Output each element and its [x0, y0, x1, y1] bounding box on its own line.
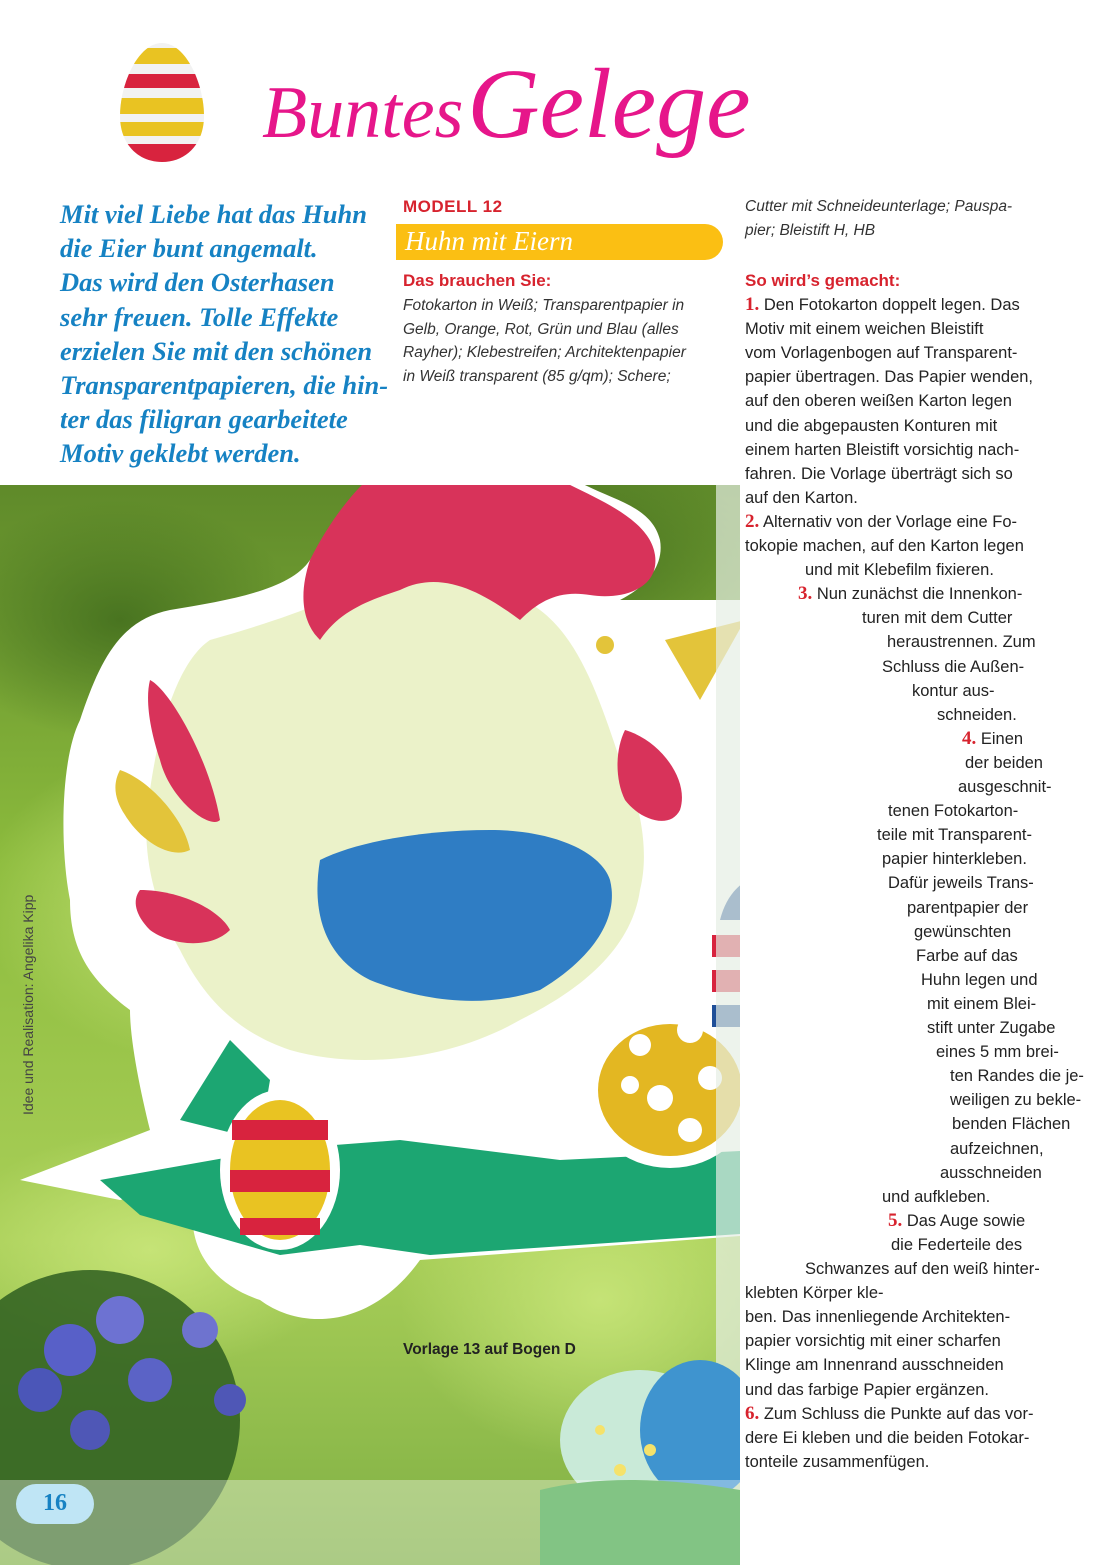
- instruction-text: Klinge am Innenrand ausschneiden: [745, 1356, 1004, 1375]
- instruction-text: Huhn legen und: [921, 970, 1038, 989]
- instruction-text: Motiv mit einem weichen Bleistift: [745, 320, 984, 339]
- intro-line: Mit viel Liebe hat das Huhn: [60, 199, 367, 229]
- instruction-text: Nun zunächst die Innenkon-: [816, 585, 1023, 604]
- intro-line: die Eier bunt angemalt.: [60, 233, 318, 264]
- instruction-line: [952, 1112, 1070, 1136]
- instruction-text: Schwanzes auf den weiß hinter-: [805, 1260, 1040, 1278]
- instruction-line: [745, 414, 997, 438]
- instruction-text: vom Vorlagenbogen auf Transparent-: [745, 344, 1018, 363]
- craft-photo: [0, 485, 740, 1565]
- instruction-text: einem harten Bleistift vorsichtig nach-: [745, 440, 1020, 459]
- instruction-line: [950, 1064, 1084, 1088]
- instruction-text: dere Ei kleben und die beiden Fotokar-: [745, 1428, 1030, 1447]
- instruction-line: [745, 486, 858, 510]
- instruction-text: und die abgepausten Konturen mit: [745, 416, 998, 435]
- intro-line: Motiv geklebt werden.: [60, 438, 301, 469]
- instruction-line: [940, 1161, 1042, 1185]
- instruction-line: [745, 1426, 1029, 1450]
- instruction-line: [745, 1450, 929, 1474]
- instruction-line: [891, 1233, 1022, 1257]
- instruction-text: Farbe auf das: [916, 946, 1018, 965]
- instructions-heading: So wird’s gemacht:: [745, 271, 901, 290]
- materials-line: Fotokarton in Weiß; Transparentpapier in: [403, 297, 685, 314]
- instruction-line: [958, 775, 1052, 799]
- instruction-line: [745, 1305, 1010, 1329]
- instruction-line: [914, 920, 1011, 944]
- instruction-line: [805, 558, 994, 582]
- instruction-line: [882, 1185, 990, 1209]
- instruction-text: aufzeichnen,: [950, 1139, 1044, 1158]
- instruction-text: Das Auge sowie: [906, 1211, 1026, 1230]
- instruction-text: teile mit Transparent-: [877, 826, 1032, 845]
- instruction-line: [745, 510, 1017, 534]
- instruction-line: [888, 871, 1034, 895]
- instruction-text: und das farbige Papier ergänzen.: [745, 1380, 990, 1399]
- instruction-text: Den Fotokarton doppelt legen. Das: [763, 296, 1020, 314]
- instruction-text: tonteile zusammenfügen.: [745, 1452, 930, 1471]
- instruction-line: [907, 896, 1028, 920]
- step-number: 6.: [745, 1402, 760, 1424]
- instruction-text: Schluss die Außen-: [882, 657, 1025, 676]
- instruction-line: [745, 1353, 1004, 1377]
- instruction-line: [745, 365, 1033, 389]
- instruction-line: [745, 317, 983, 341]
- materials-line: Gelb, Orange, Rot, Grün und Blau (alles: [403, 320, 679, 338]
- step-number: 4.: [962, 727, 977, 749]
- instruction-text: ausgeschnit-: [958, 778, 1052, 796]
- title-word-2: Gelege: [467, 48, 751, 159]
- instruction-text: auf den oberen weißen Karton legen: [745, 392, 1012, 411]
- instruction-line: [927, 1016, 1055, 1040]
- instruction-line: [798, 582, 1022, 606]
- intro-line: erzielen Sie mit den schönen: [60, 335, 373, 366]
- instruction-line: [927, 992, 1036, 1016]
- instruction-text: tokopie machen, auf den Karton legen: [745, 537, 1024, 555]
- instruction-line: [936, 1040, 1059, 1064]
- instruction-text: weiligen zu bekle-: [950, 1091, 1082, 1110]
- intro-line: Transparentpapieren, die hin-: [60, 370, 389, 401]
- credit-text: Idee und Realisation: Angelika Kipp: [20, 894, 36, 1115]
- instruction-line: [912, 679, 995, 703]
- instruction-text: heraustrennen. Zum: [887, 633, 1036, 652]
- step-number: 1.: [745, 294, 760, 315]
- instruction-text: papier vorsichtig mit einer scharfen: [745, 1332, 1001, 1351]
- instruction-text: Alternativ von der Vorlage eine Fo-: [762, 512, 1017, 531]
- step-number: 3.: [798, 583, 813, 605]
- instruction-line: [745, 1402, 1033, 1426]
- instruction-line: [965, 751, 1043, 775]
- instruction-line: [745, 1329, 1001, 1353]
- instruction-text: ausschneiden: [940, 1163, 1042, 1182]
- materials-heading: Das brauchen Sie:: [403, 271, 552, 290]
- instruction-text: eines 5 mm brei-: [936, 1043, 1059, 1062]
- instruction-text: Dafür jeweils Trans-: [888, 874, 1034, 893]
- instruction-text: tenen Fotokarton-: [888, 802, 1019, 821]
- instruction-line: [745, 438, 1019, 462]
- instruction-line: [916, 944, 1018, 968]
- striped-egg-icon: [112, 40, 212, 166]
- step-number: 2.: [745, 510, 760, 532]
- instruction-text: parentpapier der: [907, 898, 1029, 917]
- instruction-text: stift unter Zugabe: [927, 1019, 1056, 1037]
- instruction-line: [882, 655, 1024, 679]
- instruction-text: klebten Körper kle-: [745, 1284, 884, 1303]
- instruction-line: [745, 534, 1024, 558]
- instruction-line: [937, 703, 1017, 727]
- step-number: 5.: [888, 1209, 903, 1231]
- intro-line: sehr freuen. Tolle Effekte: [60, 301, 339, 332]
- modell-name: Huhn mit Eiern: [405, 226, 573, 256]
- page-title: [262, 48, 751, 159]
- instruction-text: auf den Karton.: [745, 488, 858, 507]
- instruction-text: Zum Schluss die Punkte auf das vor-: [763, 1404, 1034, 1423]
- instruction-line: [862, 606, 1012, 630]
- instruction-text: gewünschten: [914, 922, 1012, 941]
- instruction-line: [745, 293, 1020, 317]
- instruction-line: [745, 462, 1013, 486]
- template-note: Vorlage 13 auf Bogen D: [403, 1341, 576, 1358]
- instruction-text: ten Randes die je-: [950, 1067, 1084, 1086]
- instruction-line: [962, 727, 1023, 751]
- instruction-line: [745, 1281, 884, 1305]
- instruction-text: die Federteile des: [891, 1235, 1023, 1254]
- materials-list-continued: [745, 195, 1012, 242]
- instruction-line: [888, 1209, 1025, 1233]
- page-number: 16: [43, 1490, 67, 1516]
- instruction-text: turen mit dem Cutter: [862, 609, 1013, 628]
- instruction-line: [745, 1378, 989, 1402]
- instruction-line: [882, 847, 1027, 871]
- page-number-badge: [16, 1484, 94, 1524]
- instruction-text: fahren. Die Vorlage überträgt sich so: [745, 464, 1013, 483]
- instruction-text: papier übertragen. Das Papier wenden,: [745, 368, 1034, 387]
- instruction-text: der beiden: [965, 753, 1043, 772]
- instruction-text: und mit Klebefilm fixieren.: [805, 561, 994, 580]
- intro-line: ter das filigran gearbeitete: [60, 404, 348, 435]
- materials-line: pier; Bleistift H, HB: [745, 221, 876, 239]
- modell-name-bar: [396, 224, 723, 260]
- instruction-text: schneiden.: [937, 705, 1017, 724]
- instruction-line: [950, 1088, 1081, 1112]
- instruction-text: und aufkleben.: [882, 1187, 991, 1206]
- materials-line: Rayher); Klebestreifen; Architektenpapier: [403, 344, 686, 361]
- instruction-line: [921, 968, 1038, 992]
- instruction-text: mit einem Blei-: [927, 994, 1037, 1013]
- instruction-text: Einen: [980, 729, 1024, 748]
- instruction-text: kontur aus-: [912, 681, 995, 700]
- instruction-line: [745, 389, 1012, 413]
- instruction-line: [805, 1257, 1040, 1281]
- materials-line: Cutter mit Schneideunterlage; Pauspa-: [745, 198, 1013, 215]
- intro-line: Das wird den Osterhasen: [60, 267, 335, 298]
- instruction-text: papier hinterkleben.: [882, 850, 1027, 869]
- instruction-text: benden Flächen: [952, 1115, 1071, 1134]
- modell-label: MODELL 12: [403, 197, 503, 216]
- instruction-line: [877, 823, 1032, 847]
- instruction-line: [888, 799, 1018, 823]
- title-word-1: Buntes: [262, 72, 464, 154]
- materials-list: [403, 294, 686, 388]
- instruction-line: [950, 1137, 1044, 1161]
- materials-line: in Weiß transparent (85 g/qm); Schere;: [403, 367, 671, 385]
- instruction-text: ben. Das innenliegende Architekten-: [745, 1308, 1011, 1327]
- intro-text: [60, 197, 390, 471]
- instruction-line: [887, 630, 1036, 654]
- instruction-line: [745, 341, 1017, 365]
